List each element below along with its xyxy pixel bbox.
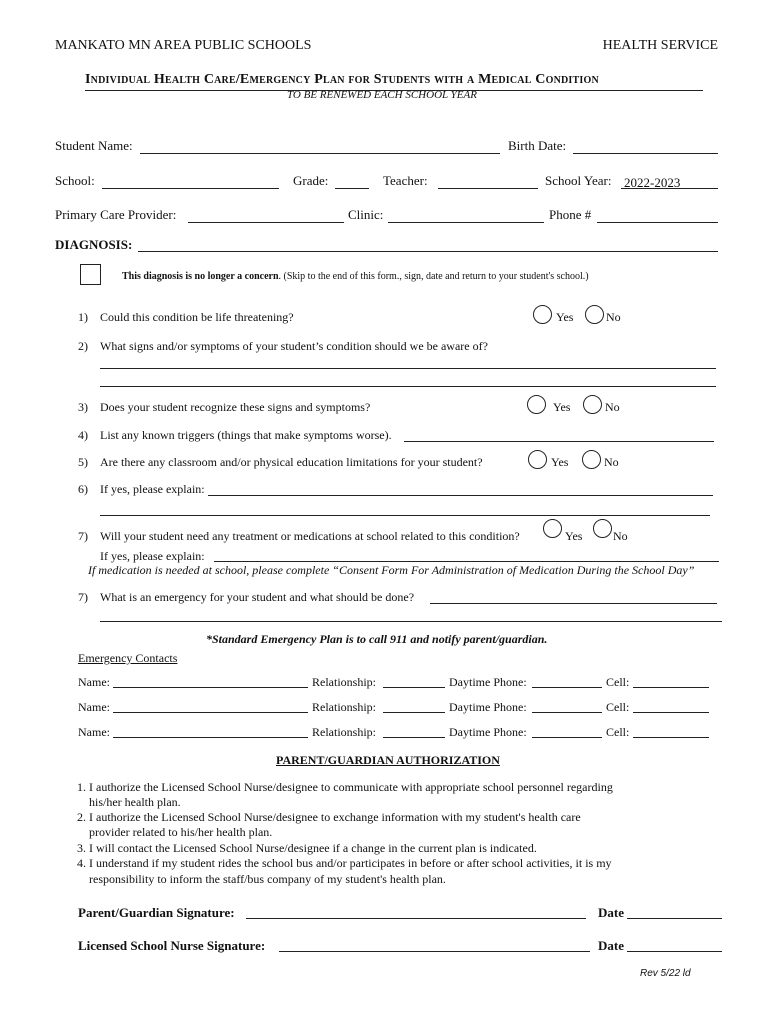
contact-3-daytime-field[interactable] <box>532 737 602 738</box>
contact-1-daytime-field[interactable] <box>532 687 602 688</box>
school-year-field <box>621 188 718 189</box>
q7-number: 7) <box>78 529 88 543</box>
contact-3-relationship-label: Relationship: <box>312 725 376 739</box>
q7-no-radio[interactable] <box>593 519 612 538</box>
contact-3-daytime-label: Daytime Phone: <box>449 725 527 739</box>
emergency-question-text: What is an emergency for your student and what should be done? <box>100 590 415 604</box>
school-label: School: <box>55 173 95 188</box>
parent-date-field[interactable] <box>627 918 722 919</box>
authorization-line-2: his/her health plan. <box>89 795 181 809</box>
contact-1-cell-label: Cell: <box>606 675 630 689</box>
q7-yes-radio[interactable] <box>543 519 562 538</box>
q6-number: 6) <box>78 482 88 496</box>
q7-no-label: No <box>613 529 628 543</box>
contact-2-cell-label: Cell: <box>606 700 630 714</box>
q4-text: List any known triggers (things that make symptoms worse). <box>100 428 392 442</box>
medication-consent-note: If medication is needed at school, please complete “Consent Form For Administration of Medication During the School Day” <box>88 563 695 577</box>
teacher-field[interactable] <box>438 188 538 189</box>
q2-number: 2) <box>78 339 88 353</box>
q3-yes-label: Yes <box>553 400 571 414</box>
q5-yes-label: Yes <box>551 455 569 469</box>
parent-signature-field[interactable] <box>246 918 586 919</box>
diagnosis-label: DIAGNOSIS: <box>55 237 133 252</box>
q3-yes-radio[interactable] <box>527 395 546 414</box>
clinic-field[interactable] <box>388 222 544 223</box>
authorization-line-3: 2. I authorize the Licensed School Nurse/designee to exchange information with my student's health care <box>77 810 581 824</box>
grade-field[interactable] <box>335 188 369 189</box>
emergency-answer-line-1[interactable] <box>430 603 717 604</box>
contact-1-daytime-label: Daytime Phone: <box>449 675 527 689</box>
q2-text: What signs and/or symptoms of your student’s condition should we be aware of? <box>100 339 488 353</box>
contact-3-name-field[interactable] <box>113 737 308 738</box>
q7-text: Will your student need any treatment or medications at school related to this condition? <box>100 529 520 543</box>
contact-2-relationship-label: Relationship: <box>312 700 376 714</box>
school-year-label: School Year: <box>545 173 612 188</box>
form-subtitle: TO BE RENEWED EACH SCHOOL YEAR <box>287 89 477 101</box>
clinic-label: Clinic: <box>348 207 384 222</box>
contact-2-name-label: Name: <box>78 700 110 714</box>
q3-no-radio[interactable] <box>583 395 602 414</box>
q6-answer-line-2[interactable] <box>100 515 710 516</box>
form-title: Individual Health Care/Emergency Plan for Students with a Medical Condition <box>85 72 599 87</box>
q1-yes-radio[interactable] <box>533 305 552 324</box>
birth-date-label: Birth Date: <box>508 138 567 153</box>
q5-no-label: No <box>604 455 619 469</box>
contact-2-daytime-field[interactable] <box>532 712 602 713</box>
phone-field[interactable] <box>597 222 718 223</box>
parent-signature-label: Parent/Guardian Signature: <box>78 905 235 920</box>
contact-1-relationship-field[interactable] <box>383 687 445 688</box>
school-year-value[interactable]: 2022-2023 <box>624 175 681 190</box>
contact-2-relationship-field[interactable] <box>383 712 445 713</box>
q4-number: 4) <box>78 428 88 442</box>
revision-note: Rev 5/22 ld <box>640 968 691 979</box>
emergency-answer-line-2[interactable] <box>100 621 722 622</box>
grade-label: Grade: <box>293 173 329 188</box>
no-longer-concern-checkbox[interactable] <box>80 264 101 285</box>
org-name: MANKATO MN AREA PUBLIC SCHOOLS <box>55 38 312 53</box>
contact-1-name-label: Name: <box>78 675 110 689</box>
contact-2-daytime-label: Daytime Phone: <box>449 700 527 714</box>
emergency-question-number: 7) <box>78 590 88 604</box>
department-name: HEALTH SERVICE <box>602 38 718 53</box>
contact-1-cell-field[interactable] <box>633 687 709 688</box>
authorization-line-6: 4. I understand if my student rides the school bus and/or participates in before or after school activities, it is my <box>77 856 612 870</box>
teacher-label: Teacher: <box>383 173 428 188</box>
diagnosis-field[interactable] <box>138 251 718 252</box>
no-longer-concern-rest: . (Skip to the end of this form., sign, date and return to your student's school.) <box>278 271 589 282</box>
q7-yes-label: Yes <box>565 529 583 543</box>
student-name-field[interactable] <box>140 153 500 154</box>
q1-no-radio[interactable] <box>585 305 604 324</box>
q5-yes-radio[interactable] <box>528 450 547 469</box>
primary-care-field[interactable] <box>188 222 344 223</box>
contact-3-cell-field[interactable] <box>633 737 709 738</box>
student-name-label: Student Name: <box>55 138 133 153</box>
q1-number: 1) <box>78 310 88 324</box>
authorization-line-7: responsibility to inform the staff/bus company of my student's health plan. <box>89 872 446 886</box>
contact-3-relationship-field[interactable] <box>383 737 445 738</box>
nurse-signature-field[interactable] <box>279 951 590 952</box>
nurse-date-label: Date <box>598 938 624 953</box>
q5-text: Are there any classroom and/or physical education limitations for your student? <box>100 455 483 469</box>
school-field[interactable] <box>102 188 279 189</box>
no-longer-concern-bold: This diagnosis is no longer a concern <box>122 271 279 282</box>
q1-no-label: No <box>606 310 621 324</box>
primary-care-label: Primary Care Provider: <box>55 207 177 222</box>
contact-2-name-field[interactable] <box>113 712 308 713</box>
parent-date-label: Date <box>598 905 624 920</box>
authorization-line-1: 1. I authorize the Licensed School Nurse/designee to communicate with appropriate school personnel regarding <box>77 780 613 794</box>
contact-3-name-label: Name: <box>78 725 110 739</box>
q5-number: 5) <box>78 455 88 469</box>
authorization-heading: PARENT/GUARDIAN AUTHORIZATION <box>276 753 500 767</box>
q7-explain-label: If yes, please explain: <box>100 549 205 563</box>
nurse-signature-label: Licensed School Nurse Signature: <box>78 938 266 953</box>
birth-date-field[interactable] <box>573 153 718 154</box>
contact-3-cell-label: Cell: <box>606 725 630 739</box>
phone-label: Phone # <box>549 207 592 222</box>
authorization-line-5: 3. I will contact the Licensed School Nurse/designee if a change in the current plan is indicated. <box>77 841 537 855</box>
q1-text: Could this condition be life threatening? <box>100 310 294 324</box>
contact-1-relationship-label: Relationship: <box>312 675 376 689</box>
q2-answer-line-2[interactable] <box>100 386 716 387</box>
q2-answer-line-1[interactable] <box>100 368 716 369</box>
authorization-line-4: provider related to his/her health plan. <box>89 825 273 839</box>
q3-no-label: No <box>605 400 620 414</box>
standard-emergency-plan: *Standard Emergency Plan is to call 911 and notify parent/guardian. <box>206 632 548 646</box>
q3-number: 3) <box>78 400 88 414</box>
q5-no-radio[interactable] <box>582 450 601 469</box>
q3-text: Does your student recognize these signs and symptoms? <box>100 400 371 414</box>
contact-1-name-field[interactable] <box>113 687 308 688</box>
q7-explain-line[interactable] <box>214 561 719 562</box>
q6-text: If yes, please explain: <box>100 482 205 496</box>
no-longer-concern-text <box>122 271 589 282</box>
q4-answer-line[interactable] <box>404 441 714 442</box>
nurse-date-field[interactable] <box>627 951 722 952</box>
contact-2-cell-field[interactable] <box>633 712 709 713</box>
q1-yes-label: Yes <box>556 310 574 324</box>
emergency-contacts-heading: Emergency Contacts <box>78 651 178 665</box>
q6-answer-line-1[interactable] <box>208 495 713 496</box>
